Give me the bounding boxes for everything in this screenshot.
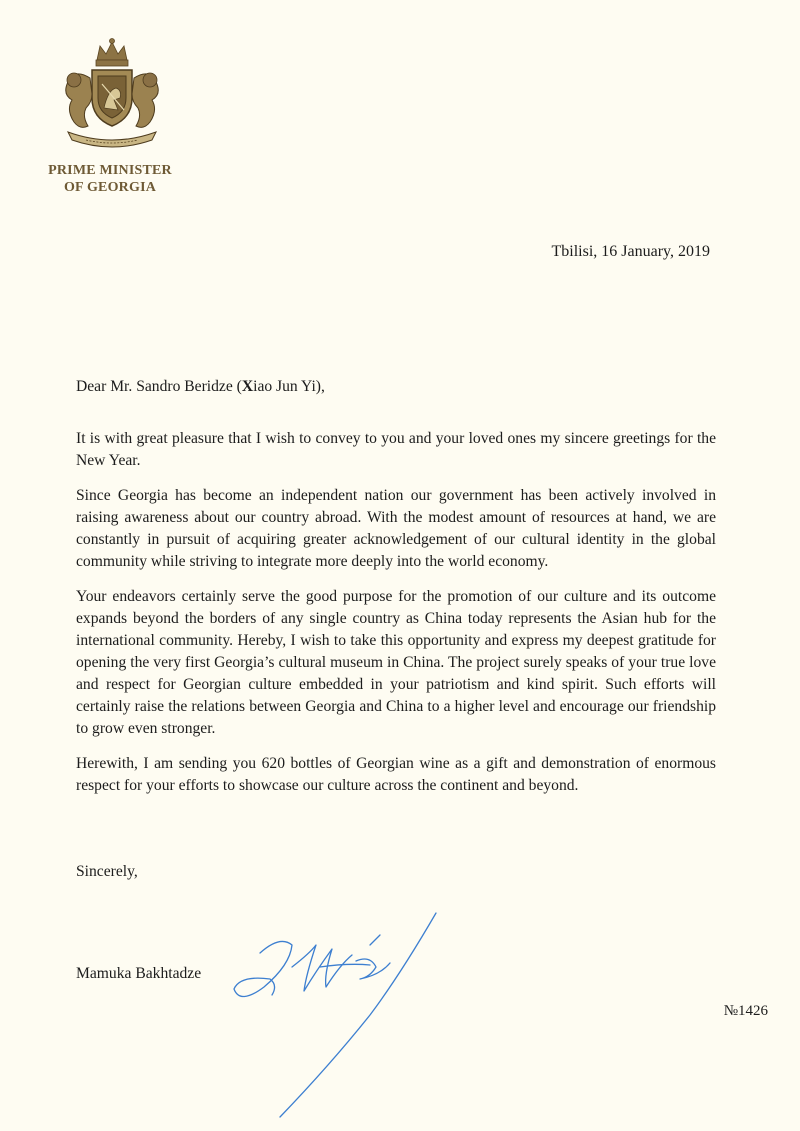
office-line-2: OF GEORGIA	[63, 180, 157, 195]
paragraph-endeavors: Your endeavors certainly serve the good purpose for the promotion of our culture and its outcome expands beyond the borders of any single country as China today represents the Asian hub for the international community. Hereby, I wish to take this opportunity and express my deepest gratitude for opening the very first Georgia’s cultural museum in China. The project surely speaks of your true love and respect for Georgian culture embedded in your patriotism and kind spirit. Such efforts will certainly raise the relations between Georgia and China to a higher level and encourage our friendship to grow even stronger.	[76, 588, 716, 737]
salutation-prefix: Dear Mr. Sandro Beridze (	[76, 378, 242, 395]
salutation-bold-initial: X	[241, 378, 254, 395]
paragraph-greetings: It is with great pleasure that I wish to convey to you and your loved ones my sincere greetings for the New Year.	[76, 430, 716, 469]
salutation-suffix: iao Jun Yi),	[253, 378, 325, 395]
office-line-1: PRIME MINISTER	[48, 163, 172, 178]
paragraph-independence: Since Georgia has become an independent nation our government has been actively involved in raising awareness about our country abroad. With the modest amount of resources at hand, we are constantly in pursuit of acquiring greater acknowledgement of our cultural identity in the global community while striving to integrate more deeply into the world economy.	[76, 487, 716, 570]
georgia-coat-of-arms-icon	[52, 38, 172, 150]
handwritten-signature-icon	[220, 905, 460, 1125]
closing: Sincerely,	[76, 863, 138, 880]
paragraph-gift: Herewith, I am sending you 620 bottles of Georgian wine as a gift and demonstration of enormous respect for your efforts to showcase our culture across the continent and beyond.	[76, 755, 716, 794]
reference-number: №1426	[723, 1003, 768, 1019]
salutation	[76, 376, 716, 398]
letter-date: Tbilisi, 16 January, 2019	[551, 243, 710, 260]
letter-body	[76, 376, 716, 810]
signer-name: Mamuka Bakhtadze	[76, 965, 202, 982]
office-title	[30, 162, 190, 196]
